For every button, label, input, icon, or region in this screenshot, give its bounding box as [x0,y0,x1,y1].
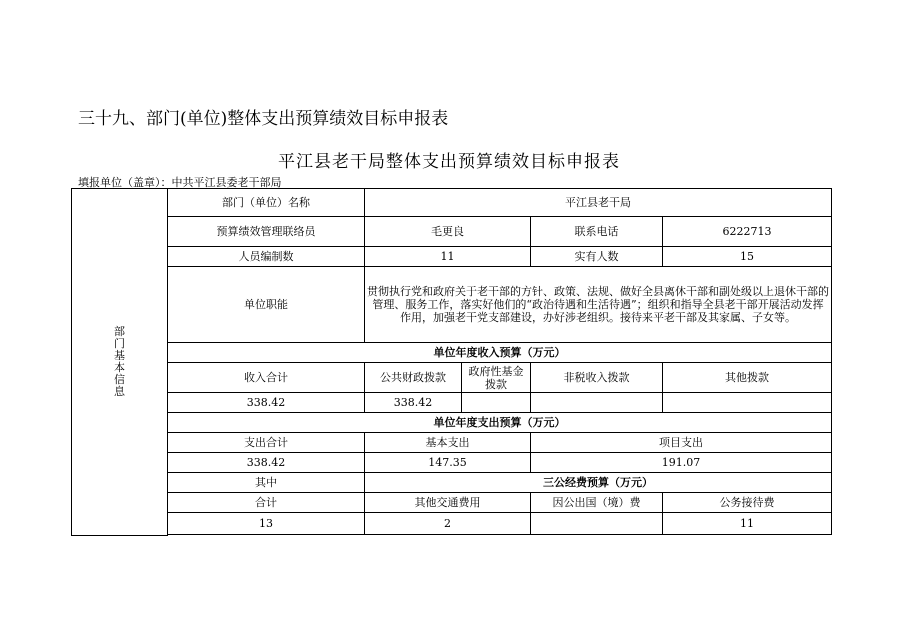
fill-unit-label: 填报单位（盖章）： [78,176,172,189]
income-value: 338.42 [365,393,462,413]
three-public-value: 11 [663,513,832,535]
section-heading: 三十九、部门(单位)整体支出预算绩效目标申报表 [78,109,449,129]
income-value [462,393,531,413]
expense-value: 191.07 [531,453,832,473]
fill-unit-value: 中共平江县委老干部局 [171,176,282,189]
three-public-value: 2 [365,513,531,535]
dept-name-value: 平江县老干局 [365,189,832,217]
income-header: 其他拨款 [663,363,832,393]
contact-value: 毛更良 [365,217,531,247]
page-title: 平江县老干局整体支出预算绩效目标申报表 [278,152,620,172]
three-public-left-label: 其中 [168,473,365,493]
income-value: 338.42 [168,393,365,413]
expense-value: 338.42 [168,453,365,473]
contact-label: 预算绩效管理联络员 [168,217,365,247]
staff-quota-value: 11 [365,247,531,267]
three-public-header: 合计 [168,493,365,513]
expense-header: 支出合计 [168,433,365,453]
income-header: 非税收入拨款 [531,363,663,393]
side-label: 部门基本信息 [114,324,125,398]
spacer [168,535,832,536]
duty-label: 单位职能 [168,267,365,343]
income-header: 收入合计 [168,363,365,393]
three-public-value: 13 [168,513,365,535]
income-header: 政府性基金拨款 [462,363,531,393]
three-public-header: 公务接待费 [663,493,832,513]
expense-title: 单位年度支出预算（万元） [168,413,832,433]
expense-header: 基本支出 [365,433,531,453]
staff-quota-label: 人员编制数 [168,247,365,267]
phone-value: 6222713 [663,217,832,247]
dept-name-label: 部门（单位）名称 [168,189,365,217]
income-header: 公共财政拨款 [365,363,462,393]
income-value [531,393,663,413]
three-public-title: 三公经费预算（万元） [365,473,832,493]
three-public-value [531,513,663,535]
side-label-cell [72,189,168,536]
budget-form-table [71,188,832,536]
phone-label: 联系电话 [531,217,663,247]
three-public-header: 其他交通费用 [365,493,531,513]
duty-text: 贯彻执行党和政府关于老干部的方针、政策、法规、做好全县离休干部和副处级以上退休干部的管理、服务工作，落实好他们的“政治待遇和生活待遇”；组织和指导全县老干部开展活动发挥作用，加强老干党支部建设，办好涉老组织。接待来平老干部及其家属、子女等。 [365,267,832,343]
actual-staff-value: 15 [663,247,832,267]
income-title: 单位年度收入预算（万元） [168,343,832,363]
actual-staff-label: 实有人数 [531,247,663,267]
expense-header: 项目支出 [531,433,832,453]
income-value [663,393,832,413]
three-public-header: 因公出国（境）费 [531,493,663,513]
expense-value: 147.35 [365,453,531,473]
